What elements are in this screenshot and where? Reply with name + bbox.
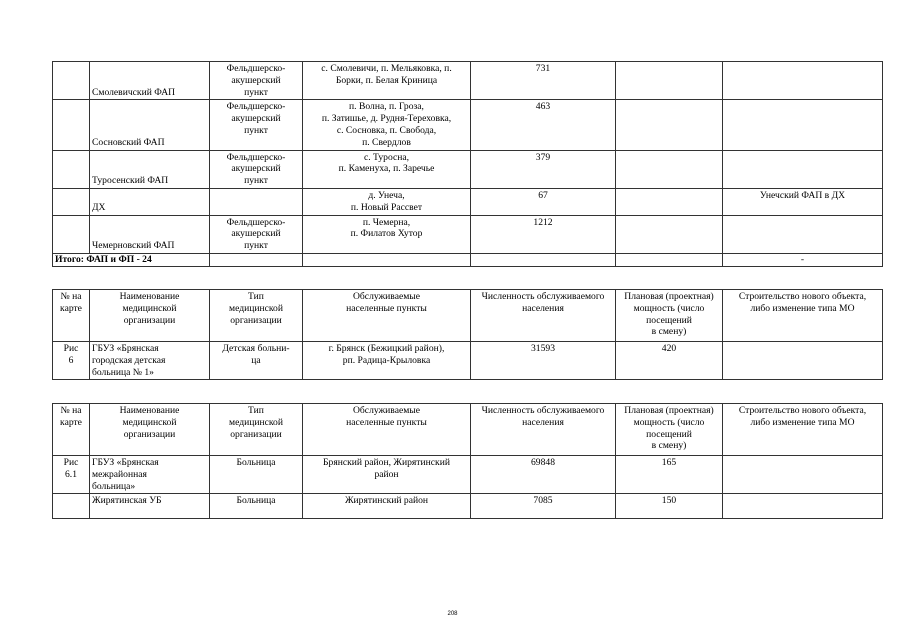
header-line: мощность (число (633, 302, 705, 314)
org-type-line: Больница (236, 457, 276, 468)
settlement-line: п. Филатов Хутор (350, 228, 423, 240)
header-line: населения (522, 416, 564, 428)
header-line: медицинской (229, 302, 283, 314)
construction-cell (723, 62, 883, 100)
construction-cell (723, 494, 883, 519)
population-cell: 7085 (471, 494, 616, 519)
org-type-line: Больница (236, 495, 276, 507)
settlements-cell (303, 62, 471, 100)
org-type-line: пункт (244, 240, 268, 252)
org-name-cell: Туросенский ФАП (90, 150, 210, 188)
interdistrict-hospital-table (52, 403, 883, 519)
settlement-line: Брянский район, Жирятинский (323, 457, 450, 468)
header-row (53, 404, 883, 456)
header-line: карте (60, 302, 82, 314)
header-line: Наименование (119, 291, 180, 302)
header-line: населенные пункты (346, 416, 427, 428)
population-cell: 67 (471, 188, 616, 215)
settlements-cell (303, 494, 471, 519)
org-type-cell (210, 456, 303, 494)
header-settlements (303, 404, 471, 456)
header-construction (723, 290, 883, 342)
header-line: № на (60, 405, 82, 416)
org-type-line: Фельдшерско- (226, 151, 286, 163)
map-number-cell (53, 456, 90, 494)
capacity-cell (616, 100, 723, 150)
org-name-cell (90, 342, 210, 380)
org-type-cell (210, 150, 303, 188)
header-line: Наименование (119, 405, 180, 416)
header-map-number (53, 404, 90, 456)
org-type-line: Фельдшерско- (226, 101, 286, 113)
map-number-cell (53, 150, 90, 188)
header-line: Строительство нового объекта, (738, 405, 867, 416)
table-row (53, 100, 883, 150)
header-capacity (616, 290, 723, 342)
total-construction-cell: - (723, 253, 883, 266)
settlements-cell (303, 188, 471, 215)
org-name-cell: Сосновский ФАП (90, 100, 210, 150)
header-line: карте (60, 416, 82, 428)
settlement-line: п. Новый Рассвет (350, 201, 423, 213)
settlement-line: с. Туросна, (363, 151, 410, 163)
total-empty-cell (471, 253, 616, 266)
org-type-line: пункт (244, 124, 268, 136)
construction-cell (723, 342, 883, 380)
map-number-line: Рис (63, 343, 79, 354)
fap-table (52, 61, 883, 267)
header-line: Плановая (проектная) (624, 405, 714, 416)
capacity-cell: 165 (616, 456, 723, 494)
org-type-line: акушерский (231, 113, 281, 125)
org-name-line: ГБУЗ «Брянская (92, 343, 159, 354)
header-population (471, 290, 616, 342)
header-line: либо изменение типа МО (750, 302, 855, 314)
map-number-cell (53, 494, 90, 519)
org-type-line: Фельдшерско- (226, 63, 286, 74)
settlement-line: район (374, 468, 399, 480)
table-row (53, 62, 883, 100)
header-org-name (90, 404, 210, 456)
population-cell: 463 (471, 100, 616, 150)
settlement-line: с. Смолевичи, п. Мельяковка, п. (321, 63, 452, 74)
capacity-cell (616, 215, 723, 253)
header-line: медицинской (122, 416, 177, 428)
org-name-line: больница № 1» (92, 366, 154, 378)
header-line: посещений (646, 314, 692, 326)
map-number-cell (53, 100, 90, 150)
header-line: мощность (число (633, 416, 705, 428)
header-org-type (210, 290, 303, 342)
header-line: медицинской (122, 302, 177, 314)
population-cell: 379 (471, 150, 616, 188)
capacity-cell (616, 150, 723, 188)
org-type-line: Фельдшерско- (226, 216, 286, 228)
header-org-name (90, 290, 210, 342)
map-number-cell (53, 62, 90, 100)
settlement-line: г. Брянск (Бежицкий район), (328, 343, 445, 354)
header-map-number (53, 290, 90, 342)
settlements-cell (303, 342, 471, 380)
total-empty-cell (616, 253, 723, 266)
construction-cell (723, 150, 883, 188)
org-name-line: городская детская (92, 354, 166, 366)
settlement-line: с. Сосновка, п. Свобода, (336, 124, 437, 136)
header-construction (723, 404, 883, 456)
children-hospital-table (52, 289, 883, 380)
settlement-line: п. Свердлов (362, 136, 411, 148)
map-number-line: 6 (68, 354, 74, 366)
settlement-line: д. Унеча, (368, 189, 405, 201)
capacity-cell: 150 (616, 494, 723, 519)
total-row (53, 253, 883, 266)
org-name-line: Жирятинская УБ (92, 495, 162, 507)
org-type-cell (210, 342, 303, 380)
construction-cell (723, 456, 883, 494)
settlement-line: рп. Радица-Крыловка (342, 354, 431, 366)
settlement-line: п. Каменуха, п. Заречье (338, 163, 435, 175)
settlement-line: п. Затишье, д. Рудня-Тереховка, (321, 113, 452, 125)
population-cell: 31593 (471, 342, 616, 380)
org-type-cell (210, 215, 303, 253)
org-name-cell: Чемерновский ФАП (90, 215, 210, 253)
org-type-line: пункт (244, 86, 268, 98)
header-population (471, 404, 616, 456)
settlement-line: Борки, п. Белая Криница (335, 74, 438, 86)
org-name-cell: Смолевичский ФАП (90, 62, 210, 100)
header-line: Численность обслуживаемого (481, 405, 605, 416)
map-number-cell (53, 215, 90, 253)
total-label: Итого: ФАП и ФП - 24 (53, 253, 210, 266)
construction-cell (723, 100, 883, 150)
table-row (53, 215, 883, 253)
population-cell: 1212 (471, 215, 616, 253)
org-type-cell (210, 62, 303, 100)
map-number-cell (53, 188, 90, 215)
org-type-line: Детская больни- (222, 343, 290, 354)
table-row (53, 150, 883, 188)
table-row (53, 456, 883, 494)
capacity-cell (616, 188, 723, 215)
header-line: организации (230, 428, 282, 440)
table-row (53, 494, 883, 519)
total-empty-cell (210, 253, 303, 266)
header-capacity (616, 404, 723, 456)
header-settlements (303, 290, 471, 342)
header-line: Тип (248, 291, 264, 302)
table-row (53, 342, 883, 380)
map-number-line: Рис (63, 457, 79, 468)
header-line: населенные пункты (346, 302, 427, 314)
header-row (53, 290, 883, 342)
header-line: № на (60, 291, 82, 302)
header-line: в смену) (651, 326, 687, 338)
org-name-line: больница» (92, 480, 136, 492)
construction-cell: Унечский ФАП в ДХ (723, 188, 883, 215)
org-name-cell: ДХ (90, 188, 210, 215)
capacity-cell: 420 (616, 342, 723, 380)
settlement-line: п. Чемерна, (362, 216, 411, 228)
org-name-line: межрайонная (92, 468, 147, 480)
map-number-cell (53, 342, 90, 380)
org-type-line: ца (251, 354, 261, 366)
header-line: Обслуживаемые (353, 405, 420, 416)
settlements-cell (303, 456, 471, 494)
header-line: Тип (248, 405, 264, 416)
org-type-cell (210, 494, 303, 519)
table-row (53, 188, 883, 215)
header-line: в смену) (651, 440, 687, 452)
header-line: населения (522, 302, 564, 314)
header-line: либо изменение типа МО (750, 416, 855, 428)
page-number: 208 (447, 611, 458, 617)
org-type-line: акушерский (231, 163, 281, 175)
header-line: организации (230, 314, 282, 326)
settlements-cell (303, 150, 471, 188)
construction-cell (723, 215, 883, 253)
header-org-type (210, 404, 303, 456)
header-line: Численность обслуживаемого (481, 291, 605, 302)
org-type-line: акушерский (231, 74, 281, 86)
settlement-line: Жирятинский район (344, 495, 429, 507)
org-name-cell (90, 456, 210, 494)
header-line: Плановая (проектная) (624, 291, 714, 302)
header-line: организации (123, 428, 176, 440)
org-type-cell (210, 188, 303, 215)
population-cell: 69848 (471, 456, 616, 494)
header-line: медицинской (229, 416, 283, 428)
header-line: Строительство нового объекта, (738, 291, 867, 302)
settlements-cell (303, 100, 471, 150)
org-name-cell (90, 494, 210, 519)
total-empty-cell (303, 253, 471, 266)
header-line: Обслуживаемые (353, 291, 420, 302)
header-line: посещений (646, 428, 692, 440)
settlement-line: п. Волна, п. Гроза, (349, 101, 424, 113)
org-name-line: ГБУЗ «Брянская (92, 457, 159, 468)
map-number-line: 6.1 (65, 468, 77, 480)
capacity-cell (616, 62, 723, 100)
population-cell: 731 (471, 62, 616, 100)
org-type-line: пункт (244, 175, 268, 187)
org-type-cell (210, 100, 303, 150)
org-type-line: акушерский (231, 228, 281, 240)
header-line: организации (123, 314, 176, 326)
settlements-cell (303, 215, 471, 253)
